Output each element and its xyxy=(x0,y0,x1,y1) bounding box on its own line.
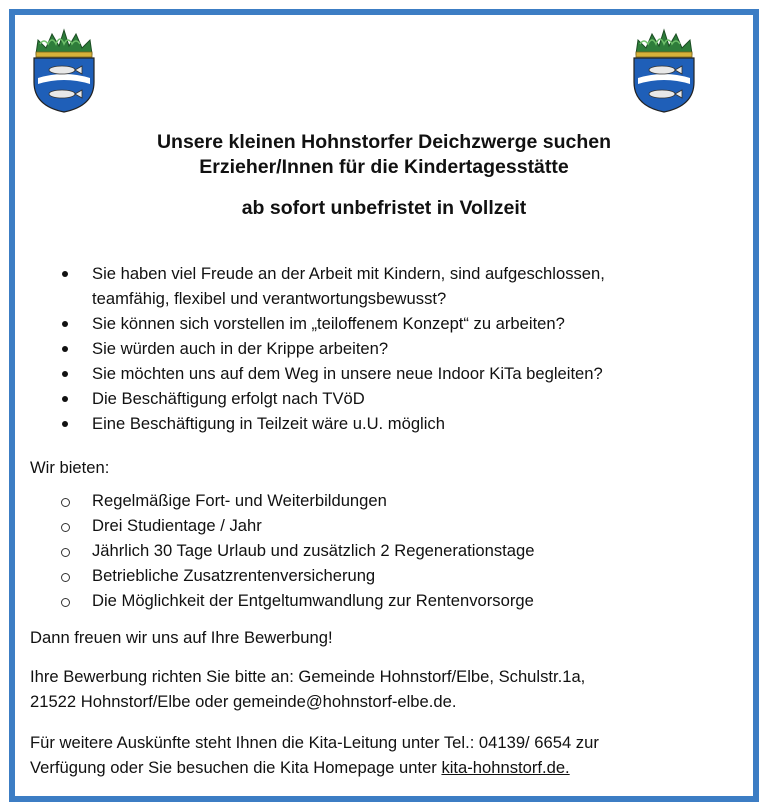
coat-of-arms-icon xyxy=(28,22,100,114)
contact-line xyxy=(30,755,748,780)
list-item: Die Möglichkeit der Entgeltumwandlung zur Rentenvorsorge xyxy=(30,588,738,613)
list-item: Betriebliche Zusatzrentenversicherung xyxy=(30,563,738,588)
list-item-text: teamfähig, flexibel und verantwortungsbewusst? xyxy=(92,289,447,308)
list-item: Drei Studientage / Jahr xyxy=(30,513,738,538)
address-line: 21522 Hohnstorf/Elbe oder gemeinde@hohnstorf-elbe.de. xyxy=(30,692,457,711)
coat-of-arms-icon xyxy=(628,22,700,114)
list-item xyxy=(30,261,738,311)
offer-list xyxy=(30,488,738,613)
requirements-list xyxy=(30,261,738,436)
list-item: Sie würden auch in der Krippe arbeiten? xyxy=(30,336,738,361)
address-line: Ihre Bewerbung richten Sie bitte an: Gemeinde Hohnstorf/Elbe, Schulstr.1a, xyxy=(30,667,586,686)
page-title xyxy=(0,130,768,180)
title-line: Unsere kleinen Hohnstorfer Deichzwerge suchen xyxy=(156,131,612,153)
application-address xyxy=(30,664,748,714)
kita-homepage-link[interactable]: kita-hohnstorf.de. xyxy=(441,758,570,777)
list-item: Eine Beschäftigung in Teilzeit wäre u.U. möglich xyxy=(30,411,738,436)
crown-icon xyxy=(636,30,692,57)
list-item: Die Beschäftigung erfolgt nach TVöD xyxy=(30,386,738,411)
list-item-text: Sie haben viel Freude an der Arbeit mit Kindern, sind aufgeschlossen, xyxy=(92,264,605,283)
list-item: Regelmäßige Fort- und Weiterbildungen xyxy=(30,488,738,513)
contact-info xyxy=(30,730,748,780)
list-item: Sie möchten uns auf dem Weg in unsere neue Indoor KiTa begleiten? xyxy=(30,361,738,386)
offer-heading: Wir bieten: xyxy=(30,458,110,477)
closing-text: Dann freuen wir uns auf Ihre Bewerbung! xyxy=(30,628,333,647)
list-item: Jährlich 30 Tage Urlaub und zusätzlich 2 Regenerationstage xyxy=(30,538,738,563)
crown-icon xyxy=(36,30,92,57)
contact-text: Verfügung oder Sie besuchen die Kita Homepage unter xyxy=(30,758,442,777)
list-item: Sie können sich vorstellen im „teiloffenem Konzept“ zu arbeiten? xyxy=(30,311,738,336)
contact-line: Für weitere Auskünfte steht Ihnen die Kita-Leitung unter Tel.: 04139/ 6654 zur xyxy=(30,733,599,752)
title-line: Erzieher/Innen für die Kindertagesstätte xyxy=(199,156,569,178)
page-subtitle: ab sofort unbefristet in Vollzeit xyxy=(241,197,527,219)
